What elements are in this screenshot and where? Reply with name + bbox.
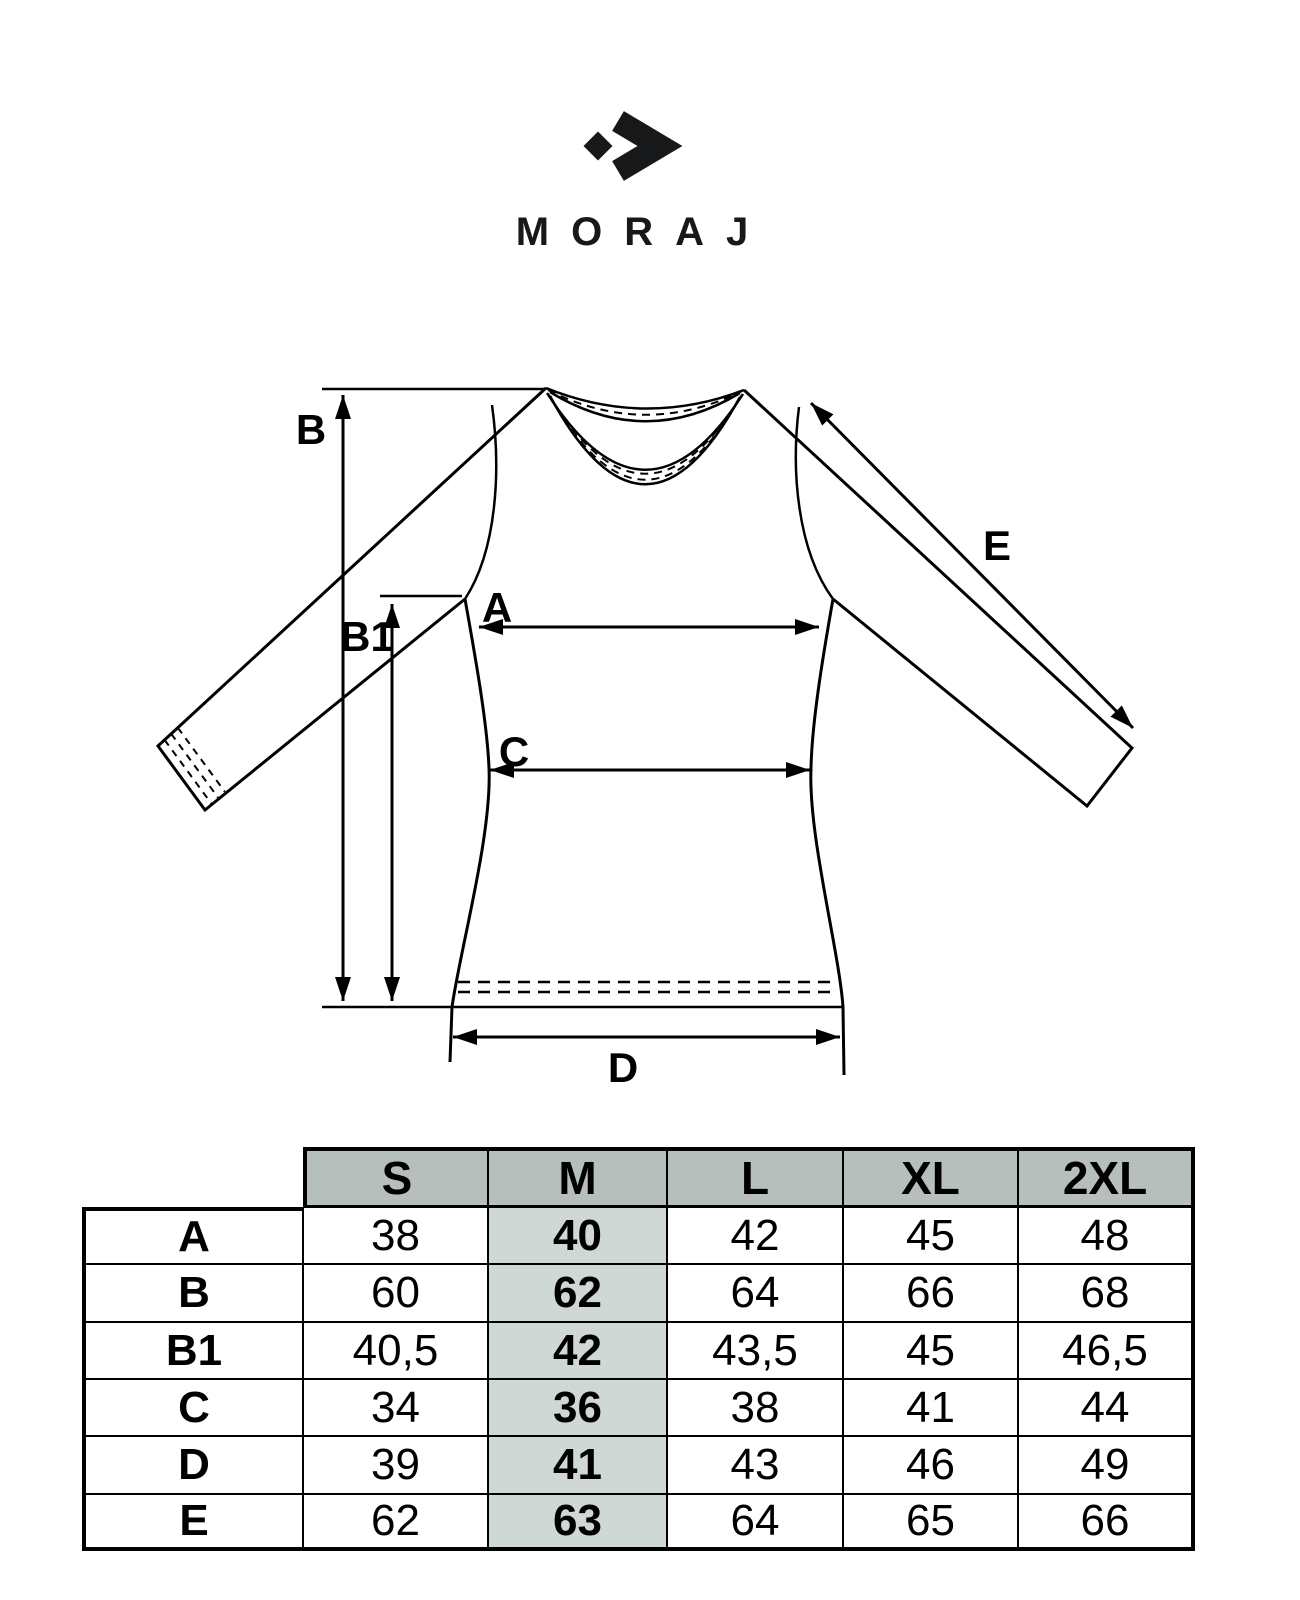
cell-B1-S: 40,5 bbox=[303, 1322, 488, 1379]
cell-A-XL: 45 bbox=[843, 1207, 1018, 1264]
back-neck-stitch bbox=[548, 390, 742, 415]
right-raglan-seam bbox=[796, 407, 833, 599]
size-header-m: M bbox=[488, 1147, 667, 1207]
cell-B1-XL: 45 bbox=[843, 1322, 1018, 1379]
row-label-A: A bbox=[82, 1207, 303, 1264]
cell-B-S: 60 bbox=[303, 1264, 488, 1322]
back-neck-inner bbox=[550, 392, 740, 421]
cell-D-2XL: 49 bbox=[1018, 1436, 1195, 1494]
shirt-outline bbox=[158, 388, 1132, 1075]
row-label-D: D bbox=[82, 1436, 303, 1494]
brand-name: MORAJ bbox=[515, 210, 771, 254]
cell-A-L: 42 bbox=[667, 1207, 843, 1264]
cell-B-L: 64 bbox=[667, 1264, 843, 1322]
cell-B-2XL: 68 bbox=[1018, 1264, 1195, 1322]
cell-A-2XL: 48 bbox=[1018, 1207, 1195, 1264]
cell-C-M: 36 bbox=[488, 1379, 667, 1436]
cell-B1-M: 42 bbox=[488, 1322, 667, 1379]
size-header-s: S bbox=[303, 1147, 488, 1207]
body-right-edge bbox=[811, 599, 844, 1075]
front-neckband-upper bbox=[547, 393, 743, 470]
measure-label-D: D bbox=[607, 1044, 639, 1091]
cell-D-XL: 46 bbox=[843, 1436, 1018, 1494]
cell-D-L: 43 bbox=[667, 1436, 843, 1494]
measure-label-C: C bbox=[498, 728, 530, 775]
measure-label-A: A bbox=[481, 584, 513, 631]
cell-D-M: 41 bbox=[488, 1436, 667, 1494]
measurement-lines bbox=[322, 389, 1133, 1037]
row-label-B: B bbox=[82, 1264, 303, 1322]
row-label-C: C bbox=[82, 1379, 303, 1436]
size-table bbox=[82, 1147, 1195, 1551]
cell-E-S: 62 bbox=[303, 1494, 488, 1551]
cell-B1-2XL: 46,5 bbox=[1018, 1322, 1195, 1379]
cell-B1-L: 43,5 bbox=[667, 1322, 843, 1379]
row-label-B1: B1 bbox=[82, 1322, 303, 1379]
cell-E-L: 64 bbox=[667, 1494, 843, 1551]
left-raglan-seam bbox=[465, 405, 496, 599]
cell-A-M: 40 bbox=[488, 1207, 667, 1264]
cell-B-XL: 66 bbox=[843, 1264, 1018, 1322]
cell-E-2XL: 66 bbox=[1018, 1494, 1195, 1551]
size-header-xl: XL bbox=[843, 1147, 1018, 1207]
cell-D-S: 39 bbox=[303, 1436, 488, 1494]
measure-label-B: B bbox=[295, 406, 327, 453]
cell-C-S: 34 bbox=[303, 1379, 488, 1436]
cell-C-L: 38 bbox=[667, 1379, 843, 1436]
row-label-E: E bbox=[82, 1494, 303, 1551]
cell-C-2XL: 44 bbox=[1018, 1379, 1195, 1436]
cell-C-XL: 41 bbox=[843, 1379, 1018, 1436]
cell-B-M: 62 bbox=[488, 1264, 667, 1322]
size-header-2xl: 2XL bbox=[1018, 1147, 1195, 1207]
measure-label-E: E bbox=[982, 522, 1012, 569]
arrow-E bbox=[811, 403, 1133, 728]
table-corner-spacer bbox=[82, 1147, 303, 1207]
cell-E-XL: 65 bbox=[843, 1494, 1018, 1551]
size-header-l: L bbox=[667, 1147, 843, 1207]
cell-A-S: 38 bbox=[303, 1207, 488, 1264]
cell-E-M: 63 bbox=[488, 1494, 667, 1551]
right-sleeve-outline bbox=[744, 390, 1132, 806]
measure-label-B1: B1 bbox=[340, 613, 394, 660]
